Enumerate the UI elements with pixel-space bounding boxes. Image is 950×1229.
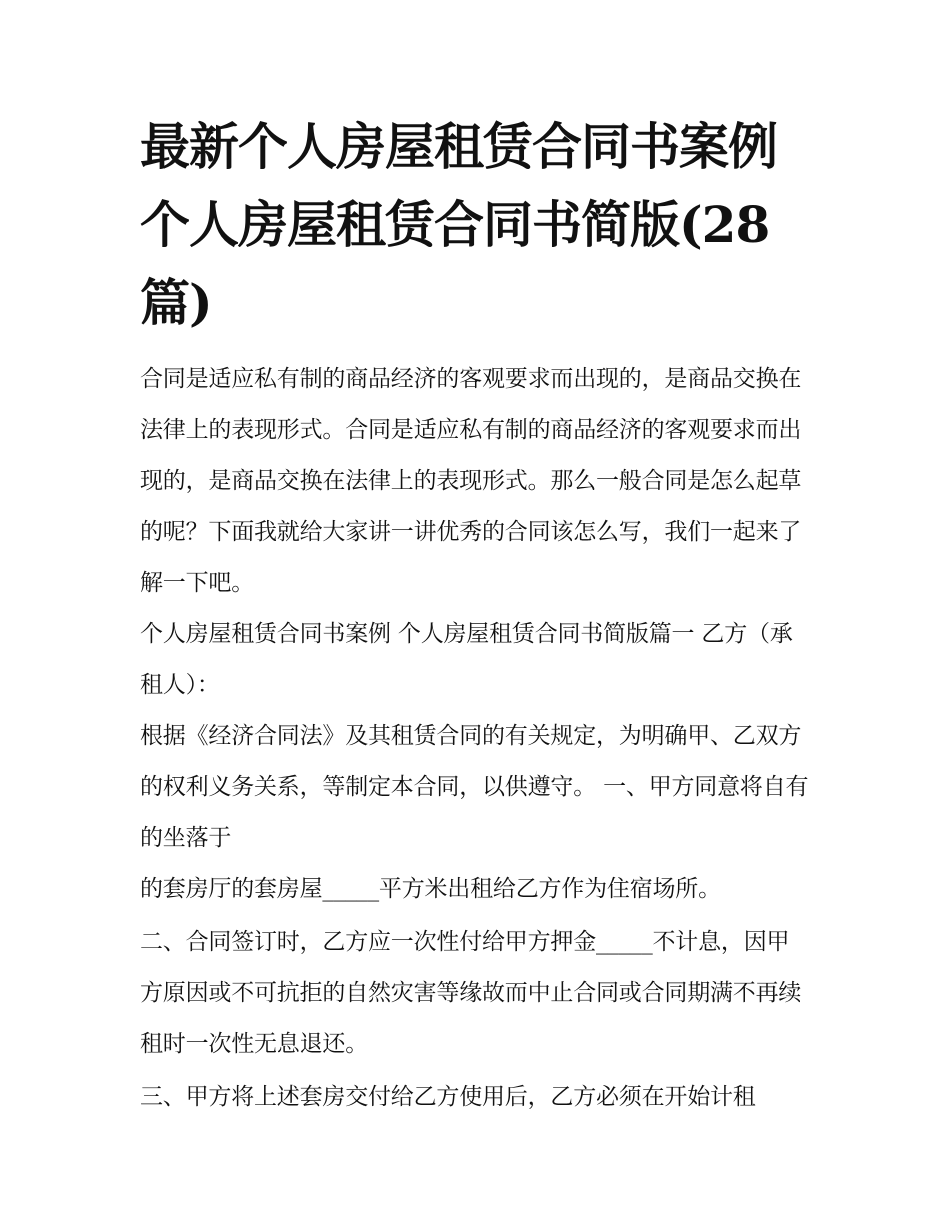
- document-title: 最新个人房屋租赁合同书案例 个人房屋租赁合同书简版(28篇): [140, 117, 777, 332]
- paragraph-clause-2: 二、合同签订时，乙方应一次性付给甲方押金_____不计息，因甲方原因或不可抗拒的自然灾害等缘故而中止合同或合同期满不再续租时一次性无息退还。: [140, 929, 802, 1057]
- paragraph-intro: 合同是适应私有制的商品经济的客观要求而出现的，是商品交换在法律上的表现形式。合同是适应私有制的商品经济的客观要求而出现的，是商品交换在法律上的表现形式。那么一般合同是怎么起草的呢？下面我就给大家讲一讲优秀的合同该怎么写，我们一起来了解一下吧。: [140, 366, 802, 596]
- paragraph-premises: 的套房厅的套房屋_____平方米出租给乙方作为住宿场所。: [140, 876, 721, 902]
- document-body: [140, 354, 812, 1123]
- paragraph-heading-article-1: 个人房屋租赁合同书案例 个人房屋租赁合同书简版篇一 乙方（承租人）：: [140, 621, 793, 698]
- paragraph-clause-3: 三、甲方将上述套房交付给乙方使用后，乙方必须在开始计租: [140, 1084, 756, 1110]
- paragraph-preamble: 根据《经济合同法》及其租赁合同的有关规定，为明确甲、乙双方的权利义务关系，等制定本合同，以供遵守。 一、甲方同意将自有的坐落于: [140, 723, 809, 851]
